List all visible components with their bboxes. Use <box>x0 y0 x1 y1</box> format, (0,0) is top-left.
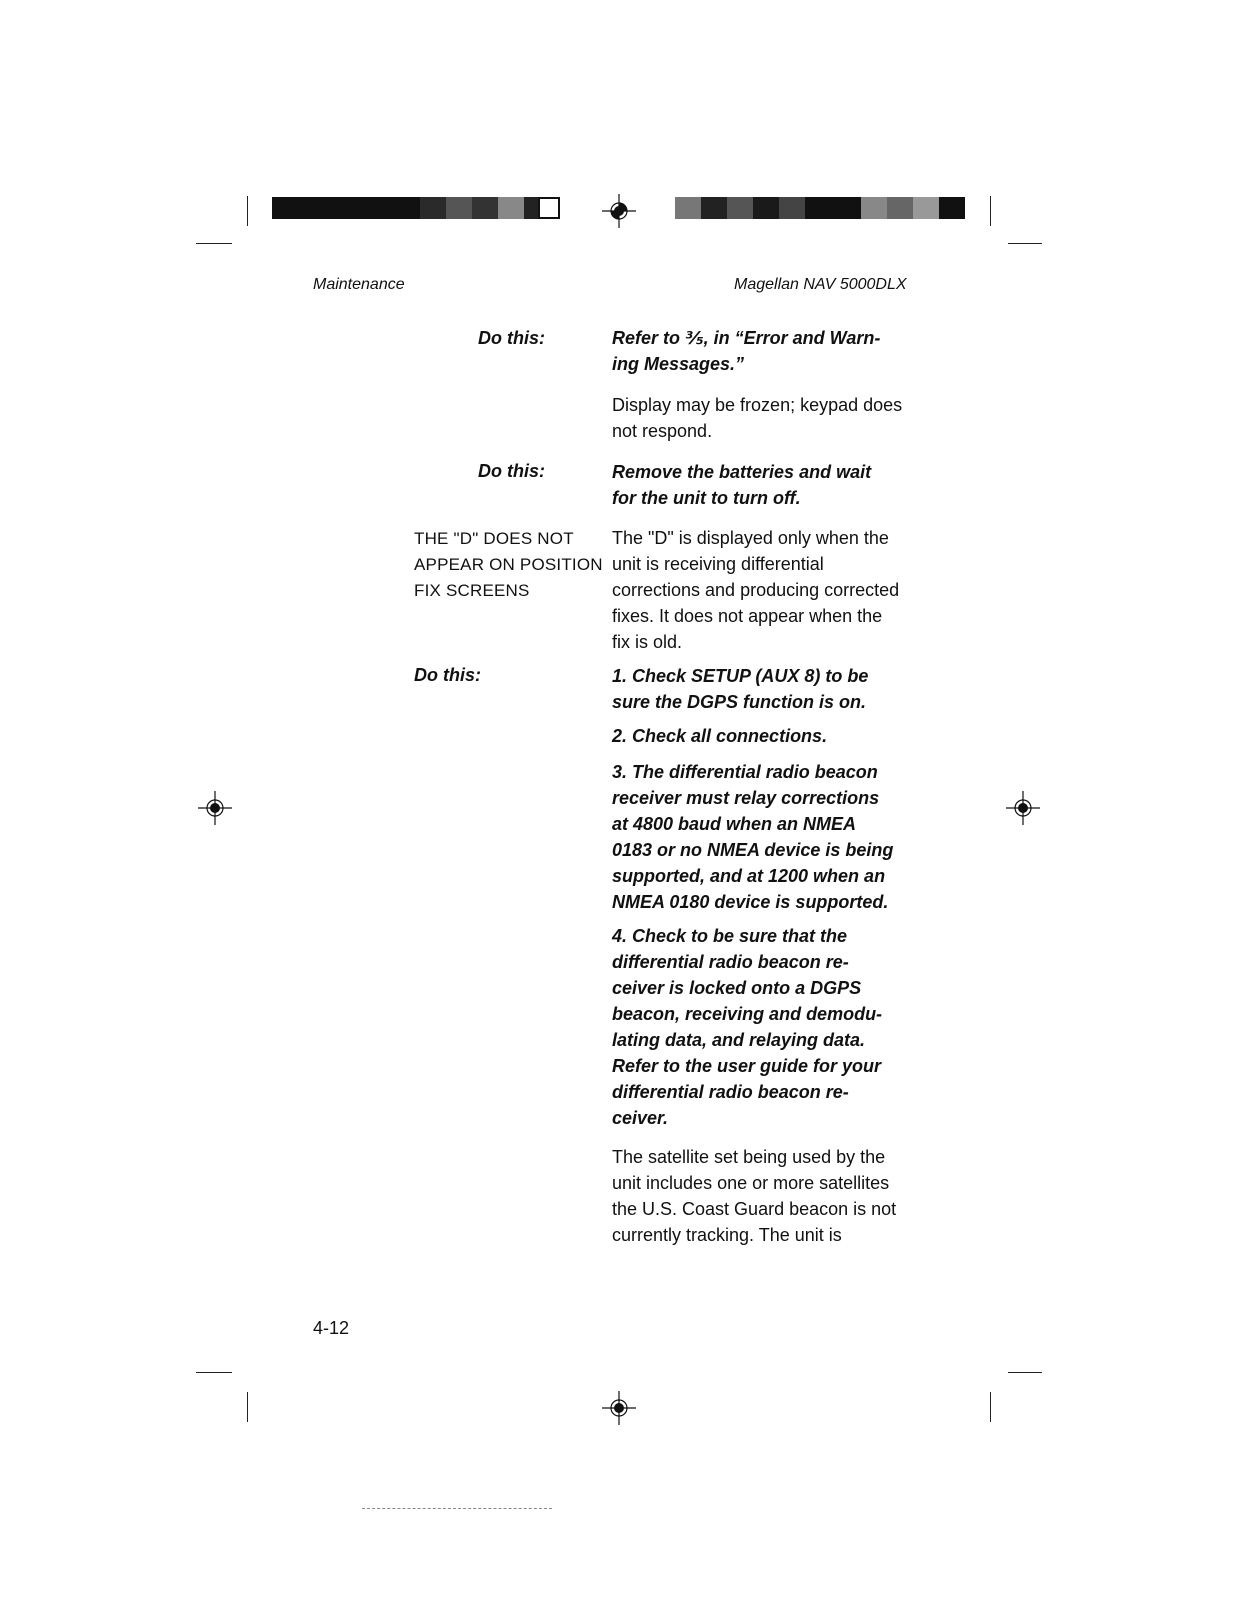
running-header-right: Magellan NAV 5000DLX <box>734 276 907 293</box>
d-indicator-description: The "D" is displayed only when the unit is receiving differential corrections and producing corrected fixes. It does not appear when the fix is old. <box>612 528 900 652</box>
crop-mark <box>196 243 232 244</box>
step-4: 4. Check to be sure that the differential radio beacon re- ceiver is locked onto a DGPS beacon, receiving and demodu- lating data, and relaying data. Refer to the user guide for your differential radio beacon re- ceiver. <box>612 926 883 1128</box>
page-number: 4-12 <box>313 1318 350 1338</box>
step-2: 2. Check all connections. <box>612 726 828 746</box>
density-bar-left <box>272 197 562 219</box>
crop-mark <box>990 196 991 226</box>
running-header-left: Maintenance <box>313 276 405 293</box>
satellite-set-description: The satellite set being used by the unit includes one or more satellites the U.S. Coast Guard beacon is not currently tracking. The unit is <box>612 1147 897 1245</box>
registration-target-icon <box>1006 791 1040 825</box>
refer-instruction: Refer to ⅗, in “Error and Warn- ing Messages.” <box>612 328 881 374</box>
registration-target-icon <box>602 1391 636 1425</box>
display-frozen-text: Display may be frozen; keypad does not respond. <box>612 395 903 441</box>
crop-mark <box>1008 243 1042 244</box>
do-this-label: Do this: <box>478 328 545 348</box>
divider <box>362 1508 552 1509</box>
do-this-label: Do this: <box>414 665 481 685</box>
do-this-label: Do this: <box>478 461 545 481</box>
crop-mark <box>247 196 248 226</box>
step-1: 1. Check SETUP (AUX 8) to be sure the DGPS function is on. <box>612 666 869 712</box>
density-bar-right <box>675 197 965 219</box>
remove-batteries-instruction: Remove the batteries and wait for the unit to turn off. <box>612 462 872 508</box>
crop-mark <box>247 1392 248 1422</box>
step-3: 3. The differential radio beacon receiver must relay corrections at 4800 baud when an NMEA 0183 or no NMEA device is being supported, and at 1200 when an NMEA 0180 device is supported. <box>612 762 894 912</box>
registration-target-icon <box>198 791 232 825</box>
symptom-heading: THE "D" DOES NOT APPEAR ON POSITION FIX SCREENS <box>414 529 603 600</box>
crop-mark <box>196 1372 232 1373</box>
crop-mark <box>990 1392 991 1422</box>
registration-target-icon <box>602 194 636 228</box>
crop-mark <box>1008 1372 1042 1373</box>
